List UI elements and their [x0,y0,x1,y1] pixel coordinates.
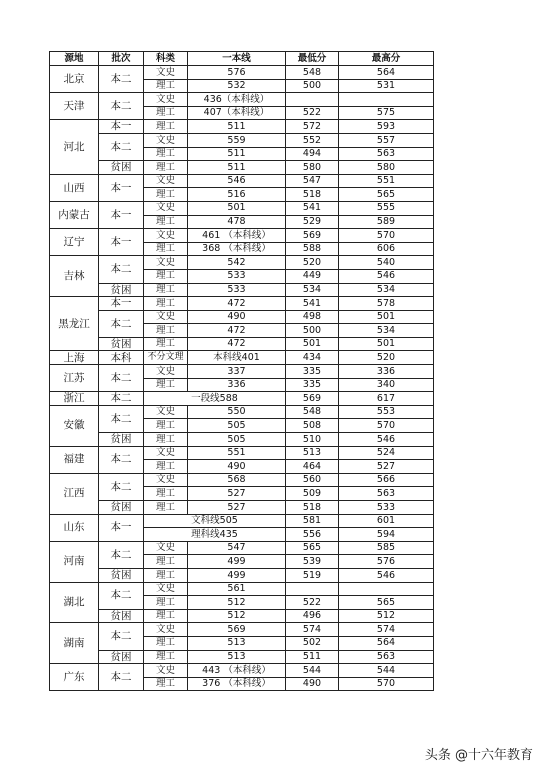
subject-cell: 理工 [144,188,188,202]
province-cell: 河南 [50,541,99,582]
max-score-cell: 570 [339,419,434,433]
province-cell: 广东 [50,664,99,691]
batch-cell: 本一 [99,120,144,134]
table-row [50,201,434,215]
table-row [50,337,434,351]
subject-cell: 理工 [144,677,188,691]
table-row [50,283,434,297]
subject-cell: 理工 [144,609,188,623]
subject-cell: 理工 [144,337,188,351]
table-row [50,229,434,243]
cutoff-cell: 501 [188,201,286,215]
max-score-cell: 565 [339,596,434,610]
cutoff-cell: 513 [188,636,286,650]
max-score-cell: 501 [339,310,434,324]
province-cell: 河北 [50,120,99,174]
subject-cell: 文史 [144,582,188,596]
min-score-cell: 569 [286,229,339,243]
max-score-cell: 564 [339,66,434,80]
subject-cell: 理工 [144,297,188,311]
table-row [50,582,434,596]
cutoff-cell: 一段线588 [144,392,286,406]
min-score-cell: 464 [286,460,339,474]
cutoff-cell: 542 [188,256,286,270]
cutoff-cell: 568 [188,473,286,487]
batch-cell: 贫困 [99,609,144,623]
table-row [50,93,434,107]
batch-cell: 本一 [99,297,144,311]
subject-cell: 理工 [144,269,188,283]
min-score-cell: 548 [286,66,339,80]
max-score-cell: 594 [339,528,434,542]
watermark: 头条 @十六年教育 [424,748,533,763]
min-score-cell: 335 [286,365,339,379]
cutoff-cell: 511 [188,120,286,134]
subject-cell: 理工 [144,433,188,447]
table-row [50,405,434,419]
cutoff-cell: 478 [188,215,286,229]
cutoff-cell: 443 （本科线） [188,664,286,678]
batch-cell: 本二 [99,541,144,568]
min-score-cell: 588 [286,242,339,256]
subject-cell: 理工 [144,501,188,515]
table-row [50,66,434,80]
table-row [50,351,434,365]
min-score-cell: 498 [286,310,339,324]
admission-score-table [49,51,434,691]
cutoff-cell: 561 [188,582,286,596]
min-score-cell: 556 [286,528,339,542]
cutoff-cell: 490 [188,310,286,324]
max-score-cell: 557 [339,133,434,147]
subject-cell: 理工 [144,636,188,650]
cutoff-cell: 533 [188,283,286,297]
min-score-cell: 529 [286,215,339,229]
subject-cell: 理工 [144,106,188,120]
subject-cell: 文史 [144,201,188,215]
max-score-cell: 566 [339,473,434,487]
min-score-cell: 565 [286,541,339,555]
province-cell: 湖北 [50,582,99,623]
cutoff-cell: 472 [188,337,286,351]
province-cell: 山西 [50,174,99,201]
subject-cell: 理工 [144,596,188,610]
min-score-cell: 511 [286,650,339,664]
table-row [50,514,434,528]
header-batch: 批次 [99,52,144,66]
table-body [50,66,434,691]
province-cell: 安徽 [50,405,99,446]
min-score-cell: 508 [286,419,339,433]
min-score-cell: 541 [286,201,339,215]
subject-cell: 文史 [144,133,188,147]
cutoff-cell: 551 [188,446,286,460]
table-row [50,473,434,487]
batch-cell: 本科 [99,351,144,365]
max-score-cell: 563 [339,487,434,501]
min-score-cell: 581 [286,514,339,528]
subject-cell: 文史 [144,174,188,188]
header-province: 源地 [50,52,99,66]
batch-cell: 本二 [99,256,144,283]
subject-cell: 文史 [144,664,188,678]
table-row [50,650,434,664]
cutoff-cell: 550 [188,405,286,419]
province-cell: 江西 [50,473,99,514]
batch-cell: 本二 [99,392,144,406]
cutoff-cell: 512 [188,609,286,623]
min-score-cell: 434 [286,351,339,365]
cutoff-cell: 本科线401 [188,351,286,365]
subject-cell: 文史 [144,473,188,487]
max-score-cell: 524 [339,446,434,460]
cutoff-cell: 490 [188,460,286,474]
table-row [50,161,434,175]
subject-cell: 理工 [144,460,188,474]
min-score-cell: 500 [286,324,339,338]
min-score-cell: 501 [286,337,339,351]
cutoff-cell: 516 [188,188,286,202]
min-score-cell: 518 [286,501,339,515]
subject-cell: 文史 [144,365,188,379]
batch-cell: 本二 [99,133,144,160]
min-score-cell: 574 [286,623,339,637]
table-row [50,310,434,324]
subject-cell: 理工 [144,147,188,161]
batch-cell: 本一 [99,229,144,256]
max-score-cell: 565 [339,188,434,202]
cutoff-cell: 336 [188,378,286,392]
batch-cell: 本一 [99,174,144,201]
province-cell: 内蒙古 [50,201,99,228]
cutoff-cell: 559 [188,133,286,147]
max-score-cell: 575 [339,106,434,120]
batch-cell: 本二 [99,365,144,392]
subject-cell: 理工 [144,487,188,501]
table-row [50,609,434,623]
batch-cell: 本二 [99,623,144,650]
min-score-cell: 520 [286,256,339,270]
batch-cell: 贫困 [99,568,144,582]
min-score-cell: 560 [286,473,339,487]
batch-cell: 本二 [99,446,144,473]
min-score-cell: 569 [286,392,339,406]
subject-cell: 理工 [144,161,188,175]
max-score-cell: 546 [339,269,434,283]
max-score-cell: 570 [339,229,434,243]
max-score-cell: 617 [339,392,434,406]
max-score-cell: 580 [339,161,434,175]
cutoff-cell: 512 [188,596,286,610]
max-score-cell: 544 [339,664,434,678]
min-score-cell: 496 [286,609,339,623]
cutoff-cell: 527 [188,487,286,501]
province-cell: 上海 [50,351,99,365]
min-score-cell: 522 [286,596,339,610]
table-row [50,623,434,637]
min-score-cell: 541 [286,297,339,311]
cutoff-cell: 505 [188,433,286,447]
min-score-cell: 547 [286,174,339,188]
max-score-cell: 563 [339,147,434,161]
province-cell: 福建 [50,446,99,473]
max-score-cell: 546 [339,568,434,582]
max-score-cell: 606 [339,242,434,256]
subject-cell: 理工 [144,378,188,392]
max-score-cell: 340 [339,378,434,392]
max-score-cell: 512 [339,609,434,623]
min-score-cell: 513 [286,446,339,460]
max-score-cell: 589 [339,215,434,229]
batch-cell: 贫困 [99,283,144,297]
subject-cell: 文史 [144,93,188,107]
max-score-cell: 534 [339,283,434,297]
header-row [50,52,434,66]
subject-cell: 文史 [144,310,188,324]
cutoff-cell: 569 [188,623,286,637]
max-score-cell: 501 [339,337,434,351]
table-row [50,133,434,147]
max-score-cell: 564 [339,636,434,650]
batch-cell: 本二 [99,93,144,120]
max-score-cell: 336 [339,365,434,379]
cutoff-cell: 337 [188,365,286,379]
min-score-cell: 449 [286,269,339,283]
subject-cell: 理工 [144,568,188,582]
table-row [50,256,434,270]
batch-cell: 本二 [99,66,144,93]
max-score-cell: 578 [339,297,434,311]
batch-cell: 本二 [99,473,144,500]
cutoff-cell: 472 [188,324,286,338]
min-score-cell: 519 [286,568,339,582]
table-row [50,541,434,555]
batch-cell: 贫困 [99,161,144,175]
table-row [50,433,434,447]
max-score-cell: 546 [339,433,434,447]
batch-cell: 贫困 [99,433,144,447]
min-score-cell: 335 [286,378,339,392]
cutoff-cell: 436（本科线） [188,93,286,107]
max-score-cell: 601 [339,514,434,528]
min-score-cell: 502 [286,636,339,650]
province-cell: 北京 [50,66,99,93]
max-score-cell: 531 [339,79,434,93]
max-score-cell [339,582,434,596]
subject-cell: 理工 [144,419,188,433]
header-min-score: 最低分 [286,52,339,66]
max-score-cell: 553 [339,405,434,419]
province-cell: 山东 [50,514,99,541]
batch-cell: 贫困 [99,650,144,664]
cutoff-cell: 527 [188,501,286,515]
table-row [50,446,434,460]
province-cell: 江苏 [50,365,99,392]
table-row [50,120,434,134]
subject-cell: 理工 [144,215,188,229]
subject-cell: 文史 [144,405,188,419]
cutoff-cell: 513 [188,650,286,664]
cutoff-cell: 533 [188,269,286,283]
subject-cell: 理工 [144,324,188,338]
batch-cell: 本一 [99,514,144,541]
cutoff-cell: 499 [188,555,286,569]
cutoff-cell: 407（本科线） [188,106,286,120]
min-score-cell: 494 [286,147,339,161]
max-score-cell: 585 [339,541,434,555]
min-score-cell: 534 [286,283,339,297]
subject-cell: 文史 [144,446,188,460]
min-score-cell: 522 [286,106,339,120]
max-score-cell: 520 [339,351,434,365]
province-cell: 黑龙江 [50,297,99,351]
min-score-cell: 580 [286,161,339,175]
max-score-cell: 570 [339,677,434,691]
batch-cell: 本二 [99,405,144,432]
cutoff-cell: 376 （本科线） [188,677,286,691]
max-score-cell [339,93,434,107]
min-score-cell: 572 [286,120,339,134]
table-row [50,365,434,379]
min-score-cell: 518 [286,188,339,202]
max-score-cell: 576 [339,555,434,569]
province-cell: 浙江 [50,392,99,406]
min-score-cell: 544 [286,664,339,678]
province-cell: 湖南 [50,623,99,664]
subject-cell: 理工 [144,120,188,134]
table-row [50,568,434,582]
batch-cell: 本二 [99,582,144,609]
cutoff-cell: 文科线505 [144,514,286,528]
cutoff-cell: 547 [188,541,286,555]
min-score-cell: 500 [286,79,339,93]
max-score-cell: 574 [339,623,434,637]
cutoff-cell: 546 [188,174,286,188]
subject-cell: 理工 [144,650,188,664]
subject-cell: 文史 [144,541,188,555]
subject-cell: 文史 [144,66,188,80]
table-row [50,392,434,406]
cutoff-cell: 368 （本科线） [188,242,286,256]
header-max-score: 最高分 [339,52,434,66]
province-cell: 吉林 [50,256,99,297]
max-score-cell: 563 [339,650,434,664]
header-cutoff: 一本线 [188,52,286,66]
max-score-cell: 527 [339,460,434,474]
table-row [50,501,434,515]
cutoff-cell: 576 [188,66,286,80]
subject-cell: 文史 [144,256,188,270]
province-cell: 天津 [50,93,99,120]
cutoff-cell: 499 [188,568,286,582]
cutoff-cell: 505 [188,419,286,433]
max-score-cell: 593 [339,120,434,134]
min-score-cell: 539 [286,555,339,569]
cutoff-cell: 532 [188,79,286,93]
batch-cell: 贫困 [99,501,144,515]
min-score-cell: 509 [286,487,339,501]
batch-cell: 本二 [99,664,144,691]
cutoff-cell: 511 [188,161,286,175]
cutoff-cell: 511 [188,147,286,161]
subject-cell: 理工 [144,555,188,569]
max-score-cell: 551 [339,174,434,188]
min-score-cell [286,93,339,107]
max-score-cell: 540 [339,256,434,270]
max-score-cell: 534 [339,324,434,338]
min-score-cell: 548 [286,405,339,419]
min-score-cell: 490 [286,677,339,691]
subject-cell: 文史 [144,229,188,243]
header-subject: 科类 [144,52,188,66]
subject-cell: 理工 [144,283,188,297]
subject-cell: 理工 [144,79,188,93]
max-score-cell: 533 [339,501,434,515]
province-cell: 辽宁 [50,229,99,256]
table-row [50,297,434,311]
cutoff-cell: 理科线435 [144,528,286,542]
batch-cell: 本二 [99,310,144,337]
batch-cell: 本一 [99,201,144,228]
min-score-cell: 552 [286,133,339,147]
subject-cell: 不分文理 [144,351,188,365]
max-score-cell: 555 [339,201,434,215]
min-score-cell: 510 [286,433,339,447]
table-row [50,174,434,188]
batch-cell: 贫困 [99,337,144,351]
min-score-cell [286,582,339,596]
cutoff-cell: 472 [188,297,286,311]
subject-cell: 理工 [144,242,188,256]
cutoff-cell: 461 （本科线） [188,229,286,243]
subject-cell: 文史 [144,623,188,637]
table-row [50,664,434,678]
